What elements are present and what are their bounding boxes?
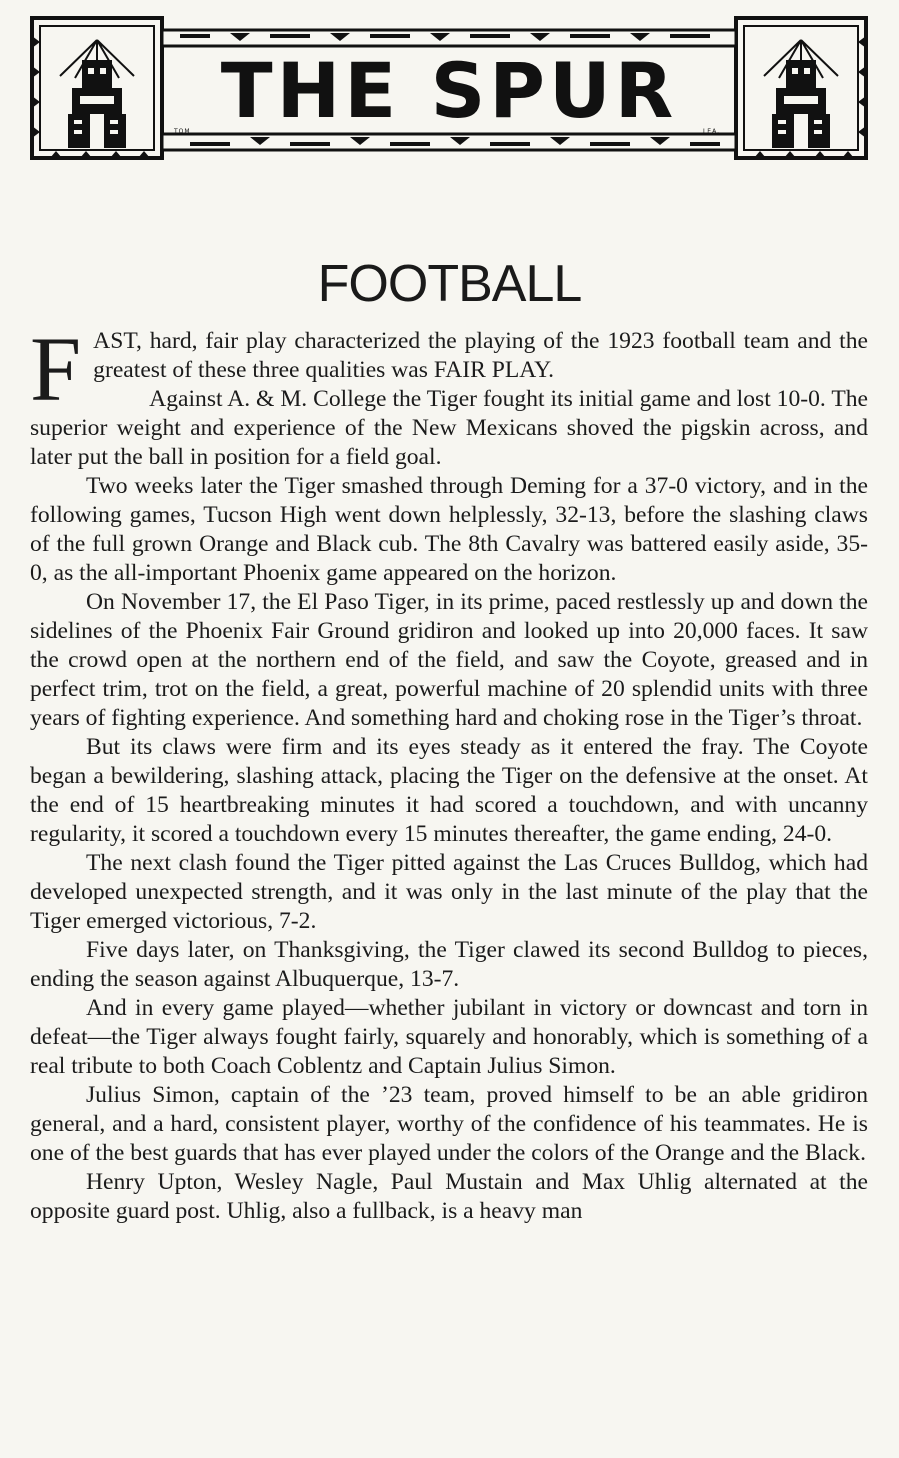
paragraph: On November 17, the El Paso Tiger, in its prime, paced restlessly up and down the sidelines of the Phoenix Fair Ground gridiron and looked up into 20,000 faces. It saw the crowd open at the northern end of the field, and saw the Coyote, greased and in perfect trim, trot on the field, a great, powerful machine of 20 splendid units with three years of fighting experience. And something hard and choking rose in the Tiger’s throat. — [30, 589, 868, 731]
article-body — [30, 318, 868, 1226]
paragraph: And in every game played—whether jubilant in victory or downcast and torn in defeat—the Tiger always fought fairly, squarely and honorably, which is something of a real tribute to both Coach Coblentz and Captain Julius Simon. — [30, 995, 868, 1079]
paragraph: Five days later, on Thanksgiving, the Tiger clawed its second Bulldog to pieces, ending the season against Albuquerque, 13-7. — [30, 937, 868, 992]
paragraph: Against A. & M. College the Tiger fought its initial game and lost 10-0. The superior weight and experience of the New Mexicans shoved the pigskin across, and later put the ball in position for a field goal. — [30, 386, 868, 470]
drop-cap: F — [30, 318, 82, 420]
paragraph: Julius Simon, captain of the ’23 team, proved himself to be an able gridiron general, and a hard, consistent player, worthy of the confidence of his teammates. He is one of the best guards that has ever played under the colors of the Orange and the Black. — [30, 1082, 868, 1166]
article-heading: FOOTBALL — [317, 255, 582, 313]
paragraph: But its claws were firm and its eyes steady as it entered the fray. The Coyote began a bewildering, slashing attack, placing the Tiger on the defensive at the onset. At the end of 15 heartbreaking minutes it had scored a touchdown, and with uncanny regularity, it scored a touchdown every 15 minutes thereafter, the game ending, 24-0. — [30, 734, 868, 847]
artist-signature-left: TOM — [174, 128, 191, 135]
paragraph: The next clash found the Tiger pitted against the Las Cruces Bulldog, which had developed unexpected strength, and it was only in the last minute of the play that the Tiger emerged victorious, 7-2. — [30, 850, 868, 934]
paragraph: Henry Upton, Wesley Nagle, Paul Mustain and Max Uhlig alternated at the opposite guard post. Uhlig, also a fullback, is a heavy man — [30, 1169, 868, 1224]
artist-signature-right: LEA. — [702, 128, 720, 135]
paragraph: Two weeks later the Tiger smashed through Deming for a 37-0 victory, and in the following games, Tucson High went down helplessly, 32-13, before the slashing claws of the full grown Orange and Black cub. The 8th Cavalry was battered easily aside, 35-0, as the all-important Phoenix game appeared on the horizon. — [30, 473, 868, 586]
masthead-title: THE SPUR — [220, 45, 678, 135]
masthead-banner — [30, 16, 868, 162]
paragraph-text: AST, hard, fair play characterized the playing of the 1923 football team and the greatest of these three qualities was FAIR PLAY. — [93, 328, 868, 383]
paragraph — [30, 318, 868, 420]
